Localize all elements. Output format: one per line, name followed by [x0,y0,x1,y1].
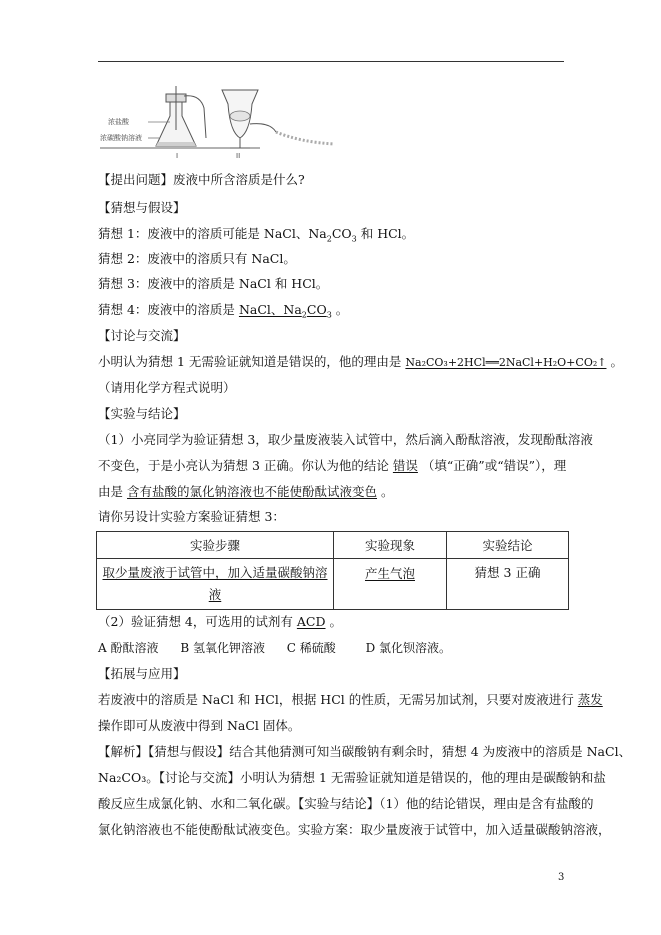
page-number: 3 [558,872,565,883]
guess-1-pre: 猜想 1：废液中的溶质可能是 NaCl、Na [98,226,327,241]
option-c: C 稀硫酸 [286,641,336,655]
extend-line-1 [98,692,607,708]
question-title: 【提出问题】 [98,172,174,187]
step-line-2: 液 [208,587,222,602]
exp-line-1: （1）小亮同学为验证猜想 3，取少量废液装入试管中，然后滴入酚酞溶液，发现酚酞溶液 [98,432,593,447]
exp-line-3 [98,484,394,500]
label-solution: 浓碳酸钠溶液 [100,134,142,142]
discuss-title: 【讨论与交流】 [98,328,186,343]
option-a: A 酚酞溶液 [98,641,159,655]
discuss-answer: Na₂CO₃+2HCl══2NaCl+H₂O+CO₂↑ [405,356,607,369]
exp-3-pre: 由是 [98,484,124,499]
exp-2-pre: 不变色，于是小亮认为猜想 3 正确。你认为他的结论 [98,458,389,473]
exp-3-answer: 含有盐酸的氯化钠溶液也不能使酚酞试液变色 [127,484,378,499]
guess-3: 猜想 3：废液中的溶质是 NaCl 和 HCl。 [98,276,329,291]
table-cell-phenomenon [334,559,447,610]
discuss-line-1 [98,354,623,371]
table-header-steps: 实验步骤 [97,532,334,559]
extend-line-2: 操作即可从废液中得到 NaCl 固体。 [98,718,301,733]
guess-4-answer: NaCl、$Na_2CO_3$ [238,302,332,320]
option-b: B 氢氧化钾溶液 [180,641,265,655]
exp-line-2 [98,458,566,474]
table-header-phenomenon: 实验现象 [334,532,447,559]
guess-1-mid: CO [331,226,352,241]
table-row [97,559,569,610]
discuss-post: 。 [610,354,623,369]
label-i: I [176,152,179,160]
discuss-pre: 小明认为猜想 1 无需验证就知道是错误的，他的理由是 [98,354,402,369]
apparatus-figure [100,82,350,162]
analysis-line-2: Na₂CO₃。【讨论与交流】小明认为猜想 1 无需验证就知道是错误的，他的理由是碳酸钠和盐 [98,770,606,785]
extend-title: 【拓展与应用】 [98,666,186,681]
options-line [98,640,451,656]
exp-title: 【实验与结论】 [98,406,186,421]
verify-4-line [98,614,342,630]
guess-1-sub1: 2 [326,234,332,244]
question-line [98,172,305,188]
apparatus-ii [222,90,334,148]
verify-4-pre: （2）验证猜想 4，可选用的试剂有 [98,614,293,629]
guess-1-sub2: 3 [351,234,357,244]
verify-4-answer: ACD [296,614,326,629]
exp-line-4: 请你另设计实验方案验证猜想 3： [98,509,285,524]
guess-4-pre: 猜想 4：废液中的溶质是 [98,302,235,317]
guess-title: 【猜想与假设】 [98,200,186,215]
guess-2: 猜想 2：废液中的溶质只有 NaCl。 [98,251,296,266]
table-cell-conclusion: 猜想 3 正确 [447,559,569,610]
exp-2-post: （填“正确”或“错误”），理 [421,458,567,473]
option-d: D 氯化钡溶液。 [365,641,452,655]
phenomenon-text: 产生气泡 [364,566,415,581]
label-ii: II [236,152,241,160]
guess-4-post: 。 [335,302,349,317]
table-header-conclusion: 实验结论 [447,532,569,559]
guess-1-post: 和 HCl。 [356,226,415,241]
extend-answer: 蒸发 [577,692,603,707]
table-header-row [97,532,569,559]
analysis-line-1: 【解析】【猜想与假设】结合其他猜测可知当碳酸钠有剩余时，猜想 4 为废液中的溶质是 NaCl、 [98,744,632,759]
extend-pre: 若废液中的溶质是 NaCl 和 HCl，根据 HCl 的性质，无需另加试剂，只要对废液进行 [98,692,574,707]
question-text: 废液中所含溶质是什么? [173,172,305,187]
header-rule [98,61,564,62]
analysis-line-3: 酸反应生成氯化钠、水和二氧化碳。【实验与结论】（1）他的结论错误，理由是含有盐酸的 [98,796,594,811]
step-line-1: 取少量废液于试管中，加入适量碳酸钠溶 [102,565,328,580]
discuss-line-2: （请用化学方程式说明） [98,380,236,395]
label-acid: 浓盐酸 [108,118,129,126]
guess-1 [98,226,414,248]
experiment-table [96,531,569,610]
table-cell-steps [97,559,334,610]
verify-4-post: 。 [329,614,343,629]
flask-i [156,86,206,146]
exp-2-answer: 错误 [392,458,418,473]
analysis-line-4: 氯化钠溶液也不能使酚酞试液变色。实验方案：取少量废液于试管中，加入适量碳酸钠溶液， [98,822,611,837]
guess-4 [98,302,348,324]
exp-3-post: 。 [381,484,394,499]
